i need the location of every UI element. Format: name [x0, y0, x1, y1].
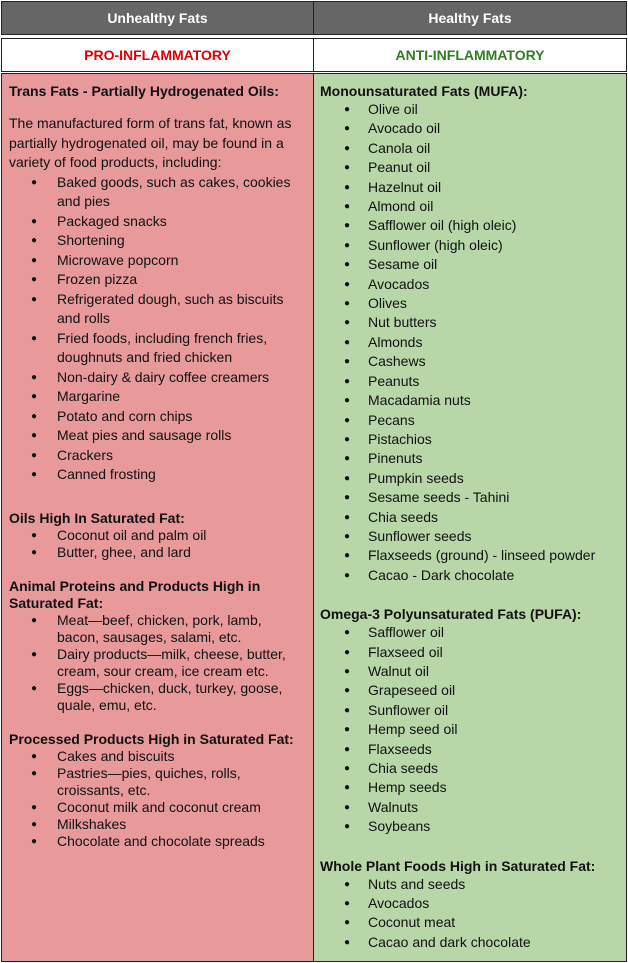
list-item: ● Peanut oil	[320, 158, 616, 177]
list-item: ● Safflower oil (high oleic)	[320, 216, 616, 235]
processed-products-list	[9, 748, 303, 850]
list-item: ● Margarine	[9, 387, 303, 407]
list-item: ● Peanuts	[320, 372, 616, 391]
oils-list	[9, 527, 303, 561]
list-item: ● Sunflower (high oleic)	[320, 236, 616, 255]
section-title: Omega-3 Polyunsaturated Fats (PUFA):	[320, 606, 582, 623]
list-item: ● Pinenuts	[320, 449, 616, 468]
list-item: ● Potato and corn chips	[9, 407, 303, 427]
list-item: ● Fried foods, including french fries, doughnuts and fried chicken	[9, 329, 303, 368]
list-item: ● Chocolate and chocolate spreads	[9, 833, 303, 850]
list-item: ● Packaged snacks	[9, 212, 303, 232]
list-item: ● Canned frosting	[9, 465, 303, 485]
list-item: ● Microwave popcorn	[9, 251, 303, 271]
section-title: Processed Products High in Saturated Fat:	[9, 730, 294, 747]
list-item: ● Hazelnut oil	[320, 178, 616, 197]
list-item: ● Milkshakes	[9, 816, 303, 833]
list-item: ● Walnuts	[320, 798, 616, 817]
section-animal-proteins	[9, 578, 303, 714]
list-item: ● Pistachios	[320, 430, 616, 449]
section-intro: The manufactured form of trans fat, known as partially hydrogenated oil, may be found in a variety of food products, including:	[9, 115, 292, 170]
list-item: ● Cacao and dark chocolate	[320, 933, 616, 952]
list-item: ● Chia seeds	[320, 759, 616, 778]
pufa-list	[320, 623, 616, 836]
list-item: ● Sesame oil	[320, 255, 616, 274]
list-item: ● Nut butters	[320, 313, 616, 332]
whole-plant-foods-list	[320, 875, 616, 953]
section-title: Oils High In Saturated Fat:	[9, 509, 185, 526]
list-item: ● Butter, ghee, and lard	[9, 544, 303, 561]
list-item: ● Almonds	[320, 333, 616, 352]
list-item: ● Sesame seeds - Tahini	[320, 488, 616, 507]
section-title: Monounsaturated Fats (MUFA):	[320, 83, 528, 99]
list-item: ● Olives	[320, 294, 616, 313]
list-item: ● Crackers	[9, 446, 303, 466]
list-item: ● Almond oil	[320, 197, 616, 216]
list-item: ● Flaxseed oil	[320, 643, 616, 662]
mufa-list	[320, 100, 616, 585]
subheader-pro-inflammatory: PRO-INFLAMMATORY	[1, 38, 314, 72]
list-item: ● Nuts and seeds	[320, 875, 616, 894]
list-item: ● Chia seeds	[320, 508, 616, 527]
list-item: ● Meat—beef, chicken, pork, lamb, bacon, sausages, salami, etc.	[9, 612, 303, 646]
section-pufa	[320, 606, 616, 836]
list-item: ● Safflower oil	[320, 623, 616, 642]
list-item: ● Sunflower oil	[320, 701, 616, 720]
section-processed-products	[9, 731, 303, 850]
list-item: ● Sunflower seeds	[320, 527, 616, 546]
list-item: ● Avocado oil	[320, 119, 616, 138]
section-mufa	[320, 83, 616, 585]
trans-fats-list	[9, 173, 303, 485]
list-item: ● Coconut milk and coconut cream	[9, 799, 303, 816]
list-item: ● Macadamia nuts	[320, 391, 616, 410]
section-title: Animal Proteins and Products High in Saturated Fat:	[9, 577, 261, 611]
list-item: ● Olive oil	[320, 100, 616, 119]
list-item: ● Flaxseeds (ground) - linseed powder	[320, 546, 616, 565]
list-item: ● Avocados	[320, 275, 616, 294]
list-item: ● Pecans	[320, 411, 616, 430]
section-title: Whole Plant Foods High in Saturated Fat:	[320, 857, 596, 874]
subheader-anti-inflammatory: ANTI-INFLAMMATORY	[313, 38, 627, 72]
section-trans-fats	[9, 83, 303, 485]
list-item: ● Pastries—pies, quiches, rolls, croissants, etc.	[9, 765, 303, 799]
list-item: ● Grapeseed oil	[320, 681, 616, 700]
list-item: ● Baked goods, such as cakes, cookies and pies	[9, 173, 303, 212]
list-item: ● Pumpkin seeds	[320, 469, 616, 488]
list-item: ● Hemp seeds	[320, 778, 616, 797]
animal-proteins-list	[9, 612, 303, 714]
list-item: ● Soybeans	[320, 817, 616, 836]
list-item: ● Coconut meat	[320, 913, 616, 932]
list-item: ● Refrigerated dough, such as biscuits and rolls	[9, 290, 303, 329]
list-item: ● Cakes and biscuits	[9, 748, 303, 765]
unhealthy-fats-cell	[1, 73, 314, 962]
header-healthy-fats: Healthy Fats	[313, 1, 627, 35]
section-oils-saturated	[9, 510, 303, 561]
list-item: ● Walnut oil	[320, 662, 616, 681]
list-item: ● Cacao - Dark chocolate	[320, 566, 616, 585]
list-item: ● Dairy products—milk, cheese, butter, cream, sour cream, ice cream etc.	[9, 646, 303, 680]
list-item: ● Shortening	[9, 231, 303, 251]
list-item: ● Avocados	[320, 894, 616, 913]
list-item: ● Hemp seed oil	[320, 720, 616, 739]
healthy-fats-cell	[313, 73, 627, 962]
list-item: ● Flaxseeds	[320, 740, 616, 759]
section-title: Trans Fats - Partially Hydrogenated Oils:	[9, 83, 279, 99]
list-item: ● Non-dairy & dairy coffee creamers	[9, 368, 303, 388]
list-item: ● Eggs—chicken, duck, turkey, goose, quale, emu, etc.	[9, 680, 303, 714]
list-item: ● Frozen pizza	[9, 270, 303, 290]
list-item: ● Coconut oil and palm oil	[9, 527, 303, 544]
section-whole-plant-foods	[320, 858, 616, 953]
list-item: ● Meat pies and sausage rolls	[9, 426, 303, 446]
header-unhealthy-fats: Unhealthy Fats	[1, 1, 314, 35]
list-item: ● Cashews	[320, 352, 616, 371]
list-item: ● Canola oil	[320, 139, 616, 158]
